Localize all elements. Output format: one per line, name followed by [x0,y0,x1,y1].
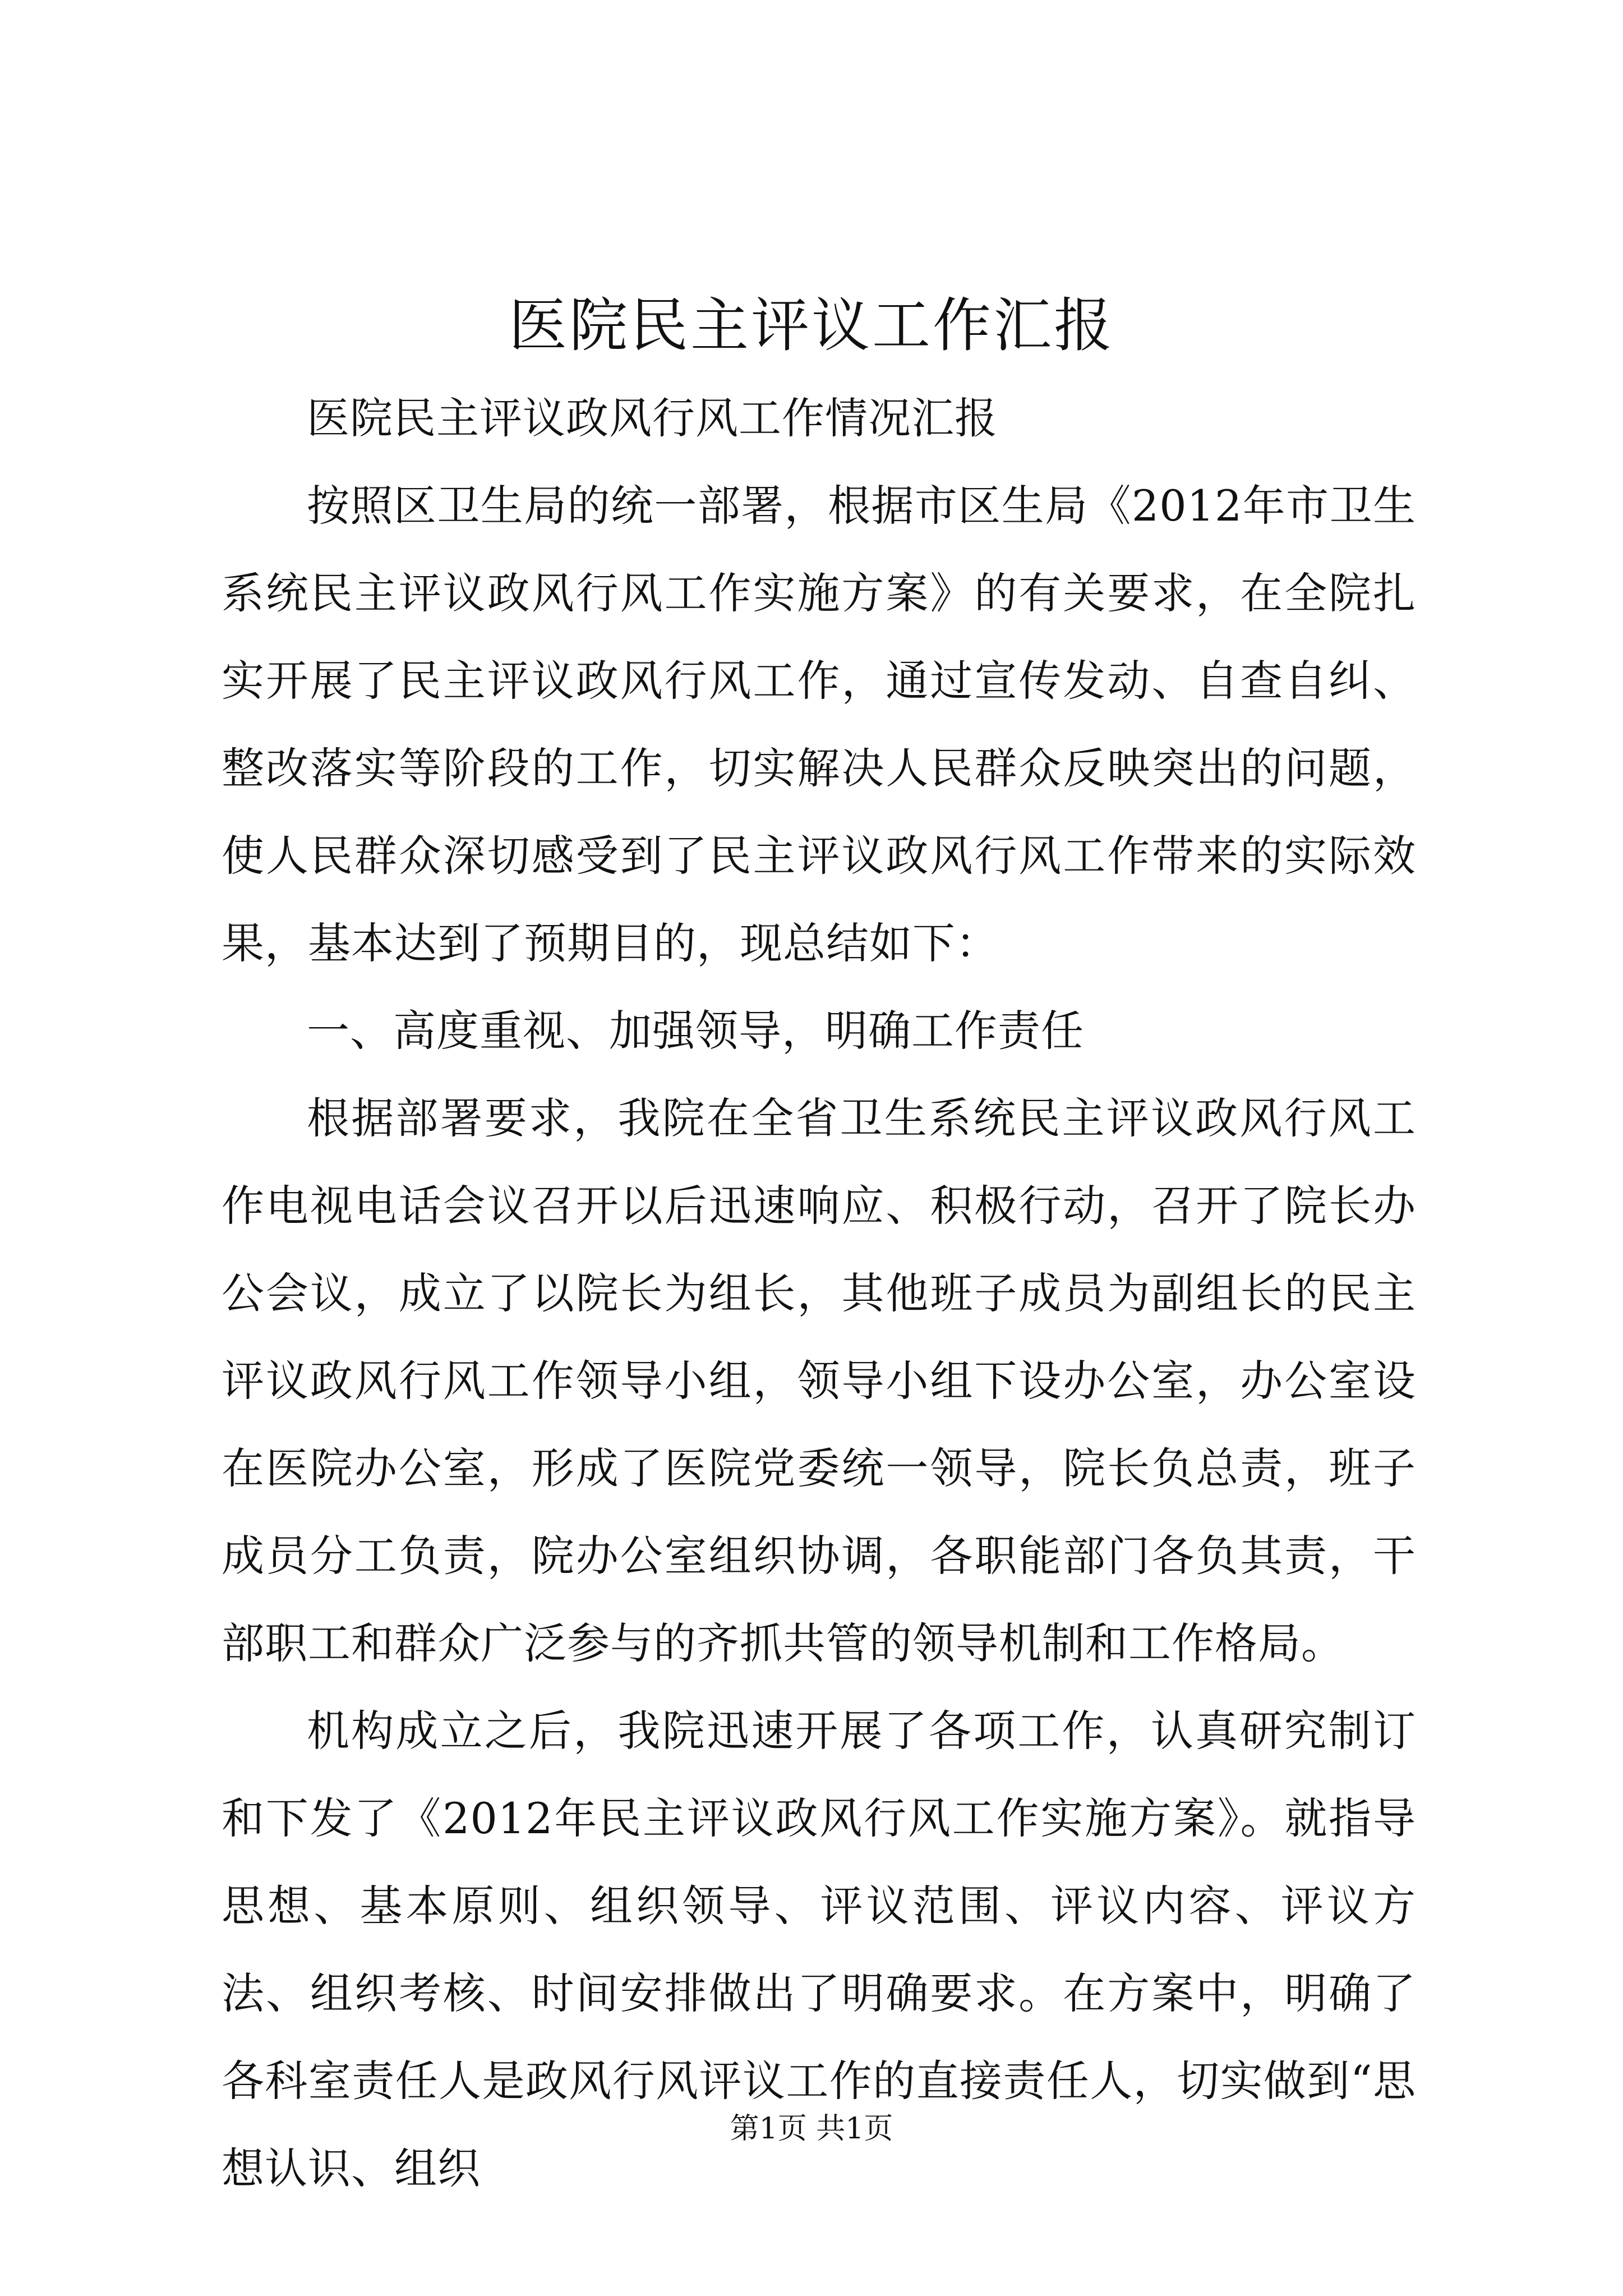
page-footer [0,2106,1623,2151]
page-indicator: 第1页 共1页 [730,2112,893,2146]
subtitle-paragraph: 医院民主评议政风行风工作情况汇报 [307,393,998,443]
section-heading: 一、高度重视、加强领导，明确工作责任 [307,1006,1084,1056]
document-title: 医院民主评议工作汇报 [508,291,1114,360]
intro-paragraph: 按照区卫生局的统一部署，根据市区生局《2012年市卫生系统民主评议政风行风工作实施方案》的有关要求，在全院扎实开展了民主评议政风行风工作，通过宣传发动、自查自纠、整改落实等阶段的工作，切实解决人民群众反映突出的问题，使人民群众深切感受到了民主评议政风行风工作带来的实际效果，基本达到了预期目的，现总结如下： [222,481,1416,968]
body-paragraph: 机构成立之后，我院迅速开展了各项工作，认真研究制订和下发了《2012年民主评议政风行风工作实施方案》。就指导思想、基本原则、组织领导、评议范围、评议内容、评议方法、组织考核、时间安排做出了明确要求。在方案中，明确了各科室责任人是政风行风评议工作的直接责任人，切实做到“思想认识、组织 [222,1706,1416,2193]
document-body [222,375,1416,2212]
body-paragraph: 根据部署要求，我院在全省卫生系统民主评议政风行风工作电视电话会议召开以后迅速响应、积极行动，召开了院长办公会议，成立了以院长为组长，其他班子成员为副组长的民主评议政风行风工作领导小组，领导小组下设办公室，办公室设在医院办公室，形成了医院党委统一领导，院长负总责，班子成员分工负责，院办公室组织协调，各职能部门各负其责，干部职工和群众广泛参与的齐抓共管的领导机制和工作格局。 [222,1093,1416,1668]
